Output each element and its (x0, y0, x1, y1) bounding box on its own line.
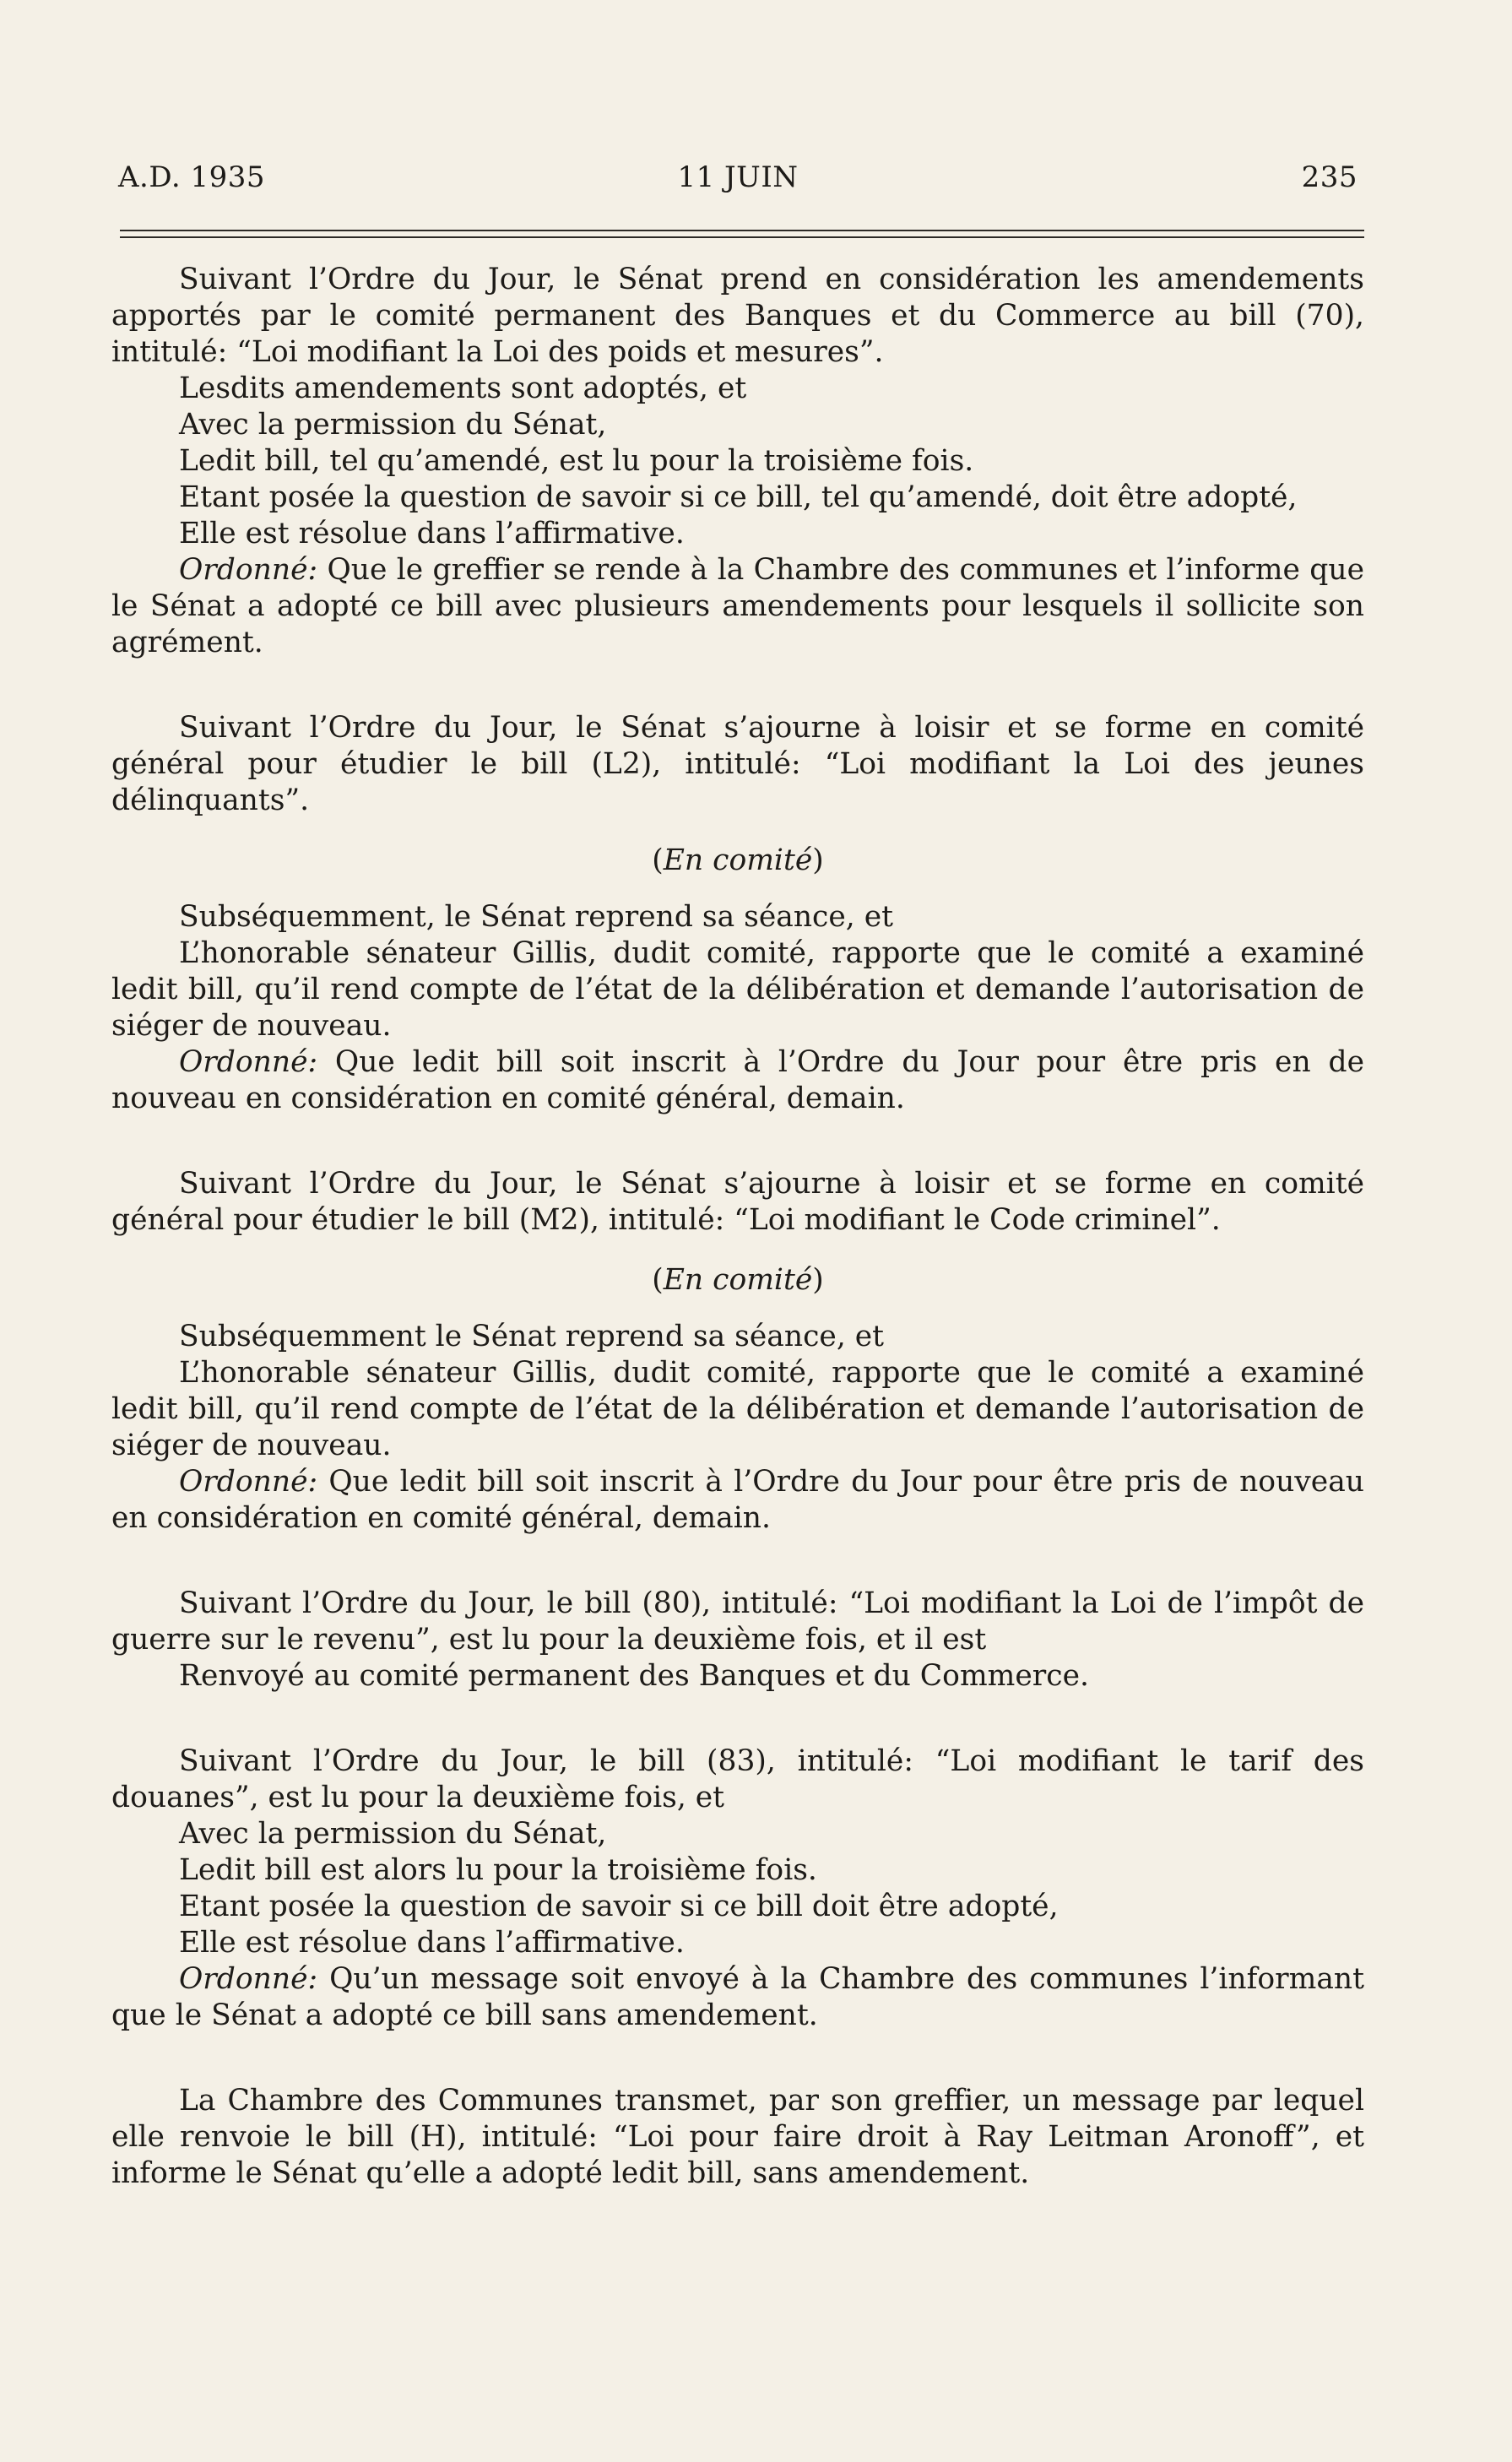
section-bill-80 (111, 1586, 1364, 1695)
heading-text: En comité (663, 843, 813, 877)
paren-close: ) (812, 1263, 824, 1297)
document-page (111, 152, 1364, 2241)
paragraph: L’honorable sénateur Gillis, dudit comité, rapporte que le comité a examiné ledit bill, qu’il rend compte de l’état de la délibération et demande l’autorisation de siéger de nouveau. (111, 936, 1364, 1043)
line: Lesdits amendements sont adoptés, et (179, 371, 747, 405)
order-paragraph (111, 1961, 1364, 2034)
committee-heading (111, 843, 1364, 879)
line: Elle est résolue dans l’affirmative. (179, 1926, 685, 1960)
section-bill-70 (111, 262, 1364, 661)
paragraph: Suivant l’Ordre du Jour, le Sénat prend en considération les amendements apportés par le comité permanent des Banques et du Commerce au bill (70), intitulé: “Loi modifiant la Loi des poids et mesures”. (111, 263, 1364, 369)
paren-open: ( (652, 1263, 664, 1297)
order-paragraph (111, 1044, 1364, 1117)
section-bill-m2 (111, 1166, 1364, 1537)
line: Subséquemment le Sénat reprend sa séance, et (179, 1320, 885, 1353)
order-paragraph (111, 552, 1364, 661)
committee-heading (111, 1262, 1364, 1299)
page-number: 235 (1301, 160, 1358, 194)
line: Etant posée la question de savoir si ce bill, tel qu’amendé, doit être adopté, (179, 480, 1298, 514)
section-bill-83 (111, 1743, 1364, 2034)
paren-close: ) (812, 843, 824, 877)
line: Elle est résolue dans l’affirmative. (179, 517, 685, 550)
order-label: Ordonné: (179, 1045, 318, 1079)
order-text: Que le greffier se rende à la Chambre des communes et l’informe que le Sénat a adopté ce bill avec plusieurs amendements pour lesquels il sollicite son agrément. (111, 553, 1364, 659)
paragraph: La Chambre des Communes transmet, par son greffier, un message par lequel elle renvoie le bill (H), intitulé: “Loi pour faire droit à Ray Leitman Aronoff”, et informe le Sénat qu’elle a adopté ledit bill, sans amendement. (111, 2084, 1364, 2190)
order-text: Qu’un message soit envoyé à la Chambre des communes l’informant que le Sénat a adopté ce bill sans amendement. (111, 1962, 1364, 2032)
order-paragraph (111, 1464, 1364, 1537)
paren-open: ( (652, 843, 664, 877)
order-label: Ordonné: (179, 553, 318, 587)
line: Avec la permission du Sénat, (179, 1817, 607, 1851)
header-date: A.D. 1935 (118, 160, 266, 194)
line: Etant posée la question de savoir si ce bill doit être adopté, (179, 1890, 1059, 1923)
header-day: 11 JUIN (677, 160, 799, 194)
paragraph: Suivant l’Ordre du Jour, le Sénat s’ajourne à loisir et se forme en comité général pour étudier le bill (M2), intitulé: “Loi modifiant le Code criminel”. (111, 1167, 1364, 1237)
order-text: Que ledit bill soit inscrit à l’Ordre du Jour pour être pris de nouveau en considération en comité général, demain. (111, 1465, 1364, 1535)
line: Subséquemment, le Sénat reprend sa séance, et (179, 900, 894, 934)
order-text: Que ledit bill soit inscrit à l’Ordre du Jour pour être pris en de nouveau en considération en comité général, demain. (111, 1045, 1364, 1115)
document-body (111, 262, 1364, 2192)
line: Renvoyé au comité permanent des Banques et du Commerce. (179, 1659, 1089, 1693)
heading-text: En comité (663, 1263, 813, 1297)
section-bill-h (111, 2083, 1364, 2192)
paragraph: L’honorable sénateur Gillis, dudit comité, rapporte que le comité a examiné ledit bill, qu’il rend compte de l’état de la délibération et demande l’autorisation de siéger de nouveau. (111, 1356, 1364, 1462)
order-label: Ordonné: (179, 1962, 318, 1996)
double-rule (120, 230, 1364, 238)
order-label: Ordonné: (179, 1465, 318, 1499)
line: Ledit bill est alors lu pour la troisième fois. (179, 1853, 817, 1887)
running-head (111, 152, 1364, 199)
paragraph: Suivant l’Ordre du Jour, le bill (83), intitulé: “Loi modifiant le tarif des douanes”, est lu pour la deuxième fois, et (111, 1744, 1364, 1814)
paragraph: Suivant l’Ordre du Jour, le bill (80), intitulé: “Loi modifiant la Loi de l’impôt de guerre sur le revenu”, est lu pour la deuxième fois, et il est (111, 1586, 1364, 1657)
paragraph: Suivant l’Ordre du Jour, le Sénat s’ajourne à loisir et se forme en comité général pour étudier le bill (L2), intitulé: “Loi modifiant la Loi des jeunes délinquants”. (111, 711, 1364, 817)
line: Ledit bill, tel qu’amendé, est lu pour la troisième fois. (179, 444, 974, 478)
line: Avec la permission du Sénat, (179, 408, 607, 442)
section-bill-l2 (111, 710, 1364, 1117)
